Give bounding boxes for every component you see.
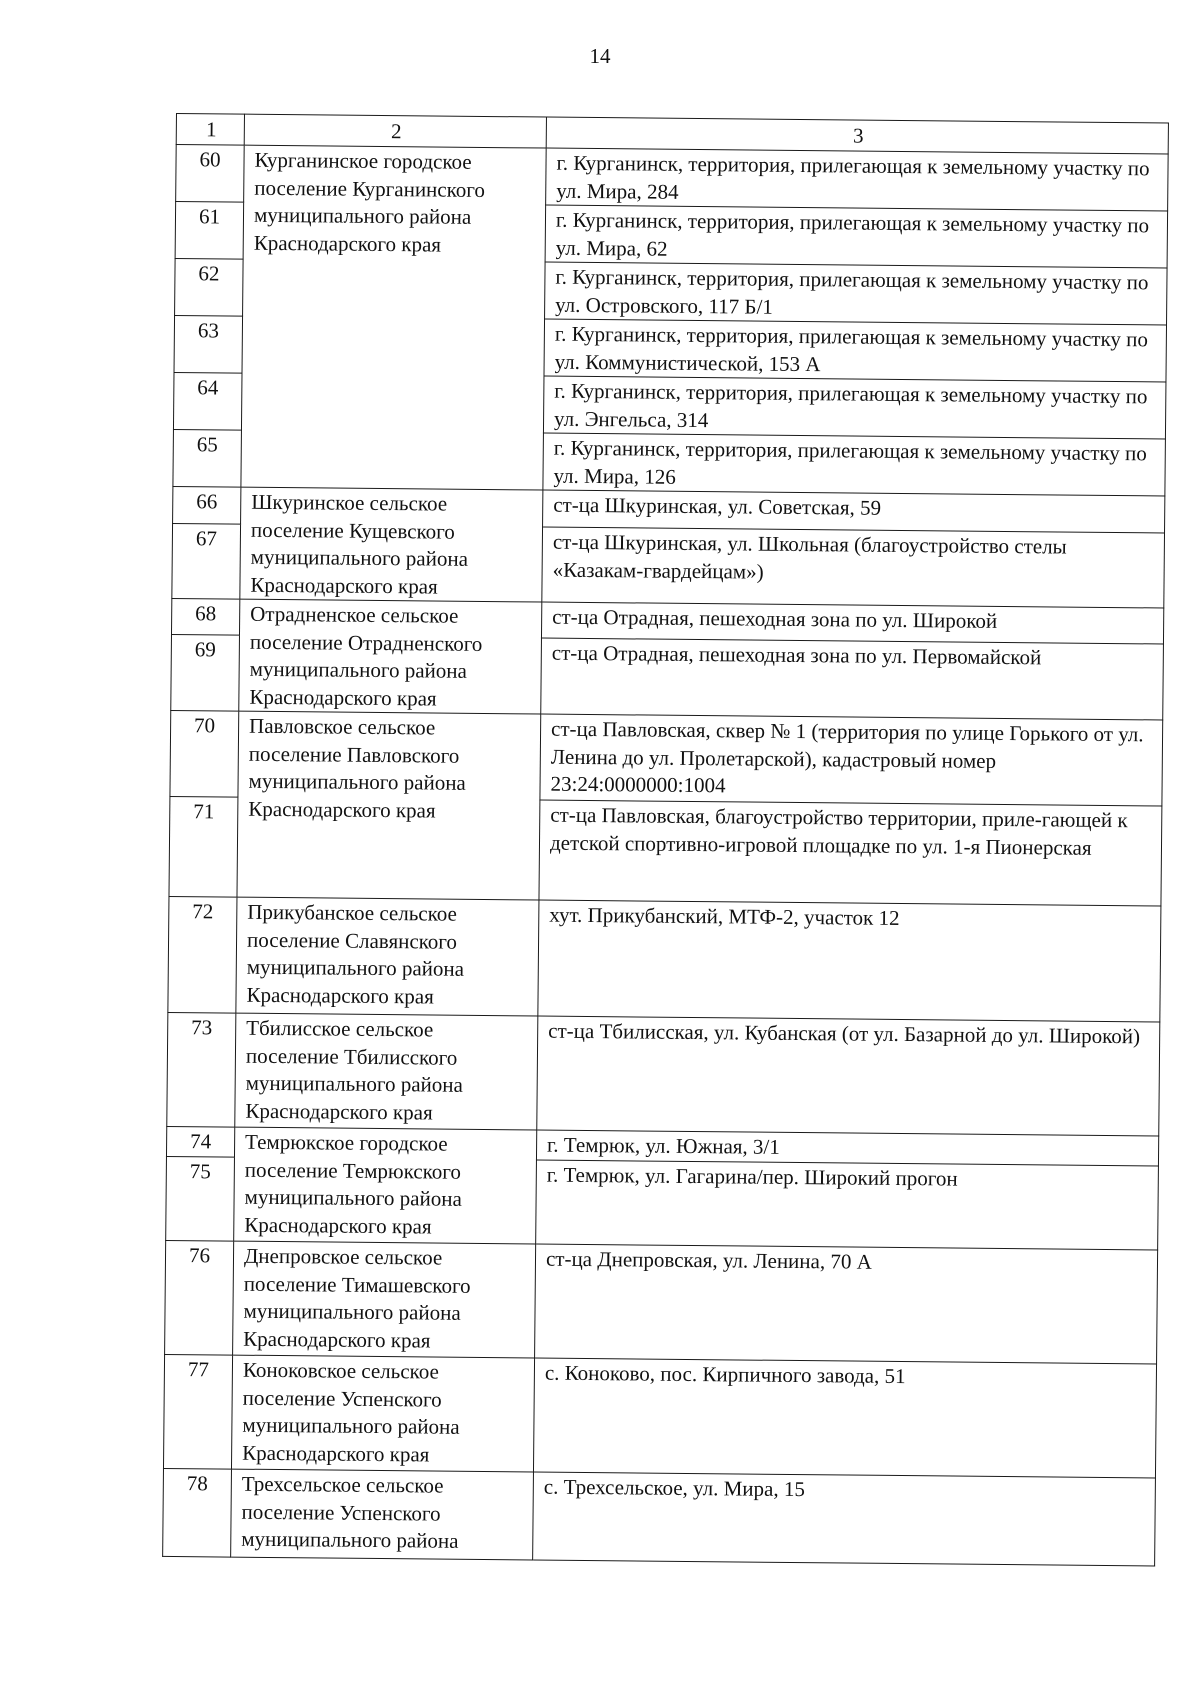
address-cell: г. Курганинск, территория, прилегающая к земельному участку по ул. Коммунистической, 153 А: [544, 319, 1167, 382]
page-number: 14: [589, 44, 611, 68]
address-cell: ст-ца Павловская, благоустройство территории, приле-гающей к детской спортивно-игровой площадке по ул. 1-я Пионерская: [539, 800, 1162, 906]
municipality-cell: Павловское сельское поселение Павловского муниципального района Краснодарского края: [237, 711, 541, 900]
row-number: 63: [174, 315, 243, 373]
municipality-cell: Тбилисское сельское поселение Тбилисского муниципального района Краснодарского края: [235, 1013, 538, 1130]
table-row: [167, 1012, 1160, 1136]
register-table: [162, 113, 1169, 1566]
table-row: [163, 1468, 1156, 1566]
row-number: 77: [163, 1354, 232, 1469]
address-cell: г. Курганинск, территория, прилегающая к земельному участку по ул. Мира, 62: [545, 205, 1168, 268]
row-number: 61: [175, 202, 244, 260]
address-cell: г. Темрюк, ул. Южная, 3/1: [536, 1130, 1158, 1166]
row-number: 65: [173, 429, 242, 487]
address-cell: г. Курганинск, территория, прилегающая к земельному участку по ул. Островского, 117 Б/1: [545, 262, 1168, 325]
address-cell: ст-ца Шкуринская, ул. Советская, 59: [543, 490, 1165, 533]
municipality-cell: Днепровское сельское поселение Тимашевского муниципального района Краснодарского края: [233, 1241, 536, 1358]
row-number: 67: [172, 524, 241, 599]
address-cell: г. Курганинск, территория, прилегающая к земельному участку по ул. Мира, 284: [546, 148, 1169, 211]
address-cell: г. Курганинск, территория, прилегающая к земельному участку по ул. Мира, 126: [543, 433, 1166, 496]
address-cell: ст-ца Павловская, сквер № 1 (территория по улице Горького от ул. Ленина до ул. Пролетарской), кадастровый номер 23:24:0000000:1004: [540, 714, 1163, 806]
row-number: 75: [166, 1156, 235, 1241]
municipality-cell: Трехсельское сельское поселение Успенского муниципального района: [231, 1469, 534, 1560]
address-cell: с. Трехсельское, ул. Мира, 15: [533, 1472, 1156, 1566]
address-cell: ст-ца Отрадная, пешеходная зона по ул. Первомайской: [541, 638, 1164, 720]
address-cell: ст-ца Шкуринская, ул. Школьная (благоустройство стелы «Казакам-гвардейцам»): [542, 527, 1165, 608]
table-row: [165, 1240, 1158, 1364]
row-number: 70: [170, 710, 239, 797]
address-cell: г. Темрюк, ул. Гагарина/пер. Широкий прогон: [536, 1160, 1159, 1250]
municipality-cell: Шкуринское сельское поселение Кущевского муниципального района Краснодарского края: [240, 487, 543, 602]
table-row: [176, 145, 1169, 212]
row-number: 76: [165, 1240, 234, 1355]
row-number: 73: [167, 1012, 236, 1127]
row-number: 68: [171, 598, 239, 635]
table-row: [170, 710, 1163, 806]
municipality-cell: Прикубанское сельское поселение Славянского муниципального района Краснодарского края: [236, 897, 539, 1016]
row-number: 64: [173, 372, 242, 430]
address-cell: г. Курганинск, территория, прилегающая к земельному участку по ул. Энгельса, 314: [543, 376, 1166, 439]
row-number: 74: [166, 1126, 234, 1157]
municipality-cell: Темрюкское городское поселение Темрюкского муниципального района Краснодарского края: [234, 1127, 537, 1244]
address-cell: ст-ца Тбилисская, ул. Кубанская (от ул. Базарной до ул. Широкой): [537, 1016, 1160, 1136]
row-number: 78: [163, 1468, 232, 1557]
row-number: 71: [169, 796, 238, 897]
row-number: 69: [171, 634, 240, 711]
address-cell: ст-ца Отрадная, пешеходная зона по ул. Широкой: [541, 602, 1163, 644]
table-row: [168, 896, 1161, 1022]
row-number: 60: [176, 145, 245, 203]
address-cell: ст-ца Днепровская, ул. Ленина, 70 А: [535, 1244, 1158, 1364]
row-number: 62: [175, 258, 244, 316]
row-number: 72: [168, 896, 237, 1013]
municipality-cell: Курганинское городское поселение Курганинского муниципального района Краснодарского края: [241, 145, 546, 490]
column-header-3: 3: [546, 117, 1168, 154]
address-cell: хут. Прикубанский, МТФ-2, участок 12: [538, 900, 1161, 1022]
municipality-cell: Коноковское сельское поселение Успенского муниципального района Краснодарского края: [231, 1355, 534, 1472]
municipality-cell: Отрадненское сельское поселение Отрадненского муниципального района Краснодарского края: [239, 599, 542, 714]
address-cell: с. Коноково, пос. Кирпичного завода, 51: [533, 1358, 1156, 1478]
column-header-1: 1: [176, 114, 244, 146]
row-number: 66: [173, 486, 241, 524]
table-row: [163, 1354, 1156, 1478]
column-header-2: 2: [244, 114, 546, 148]
